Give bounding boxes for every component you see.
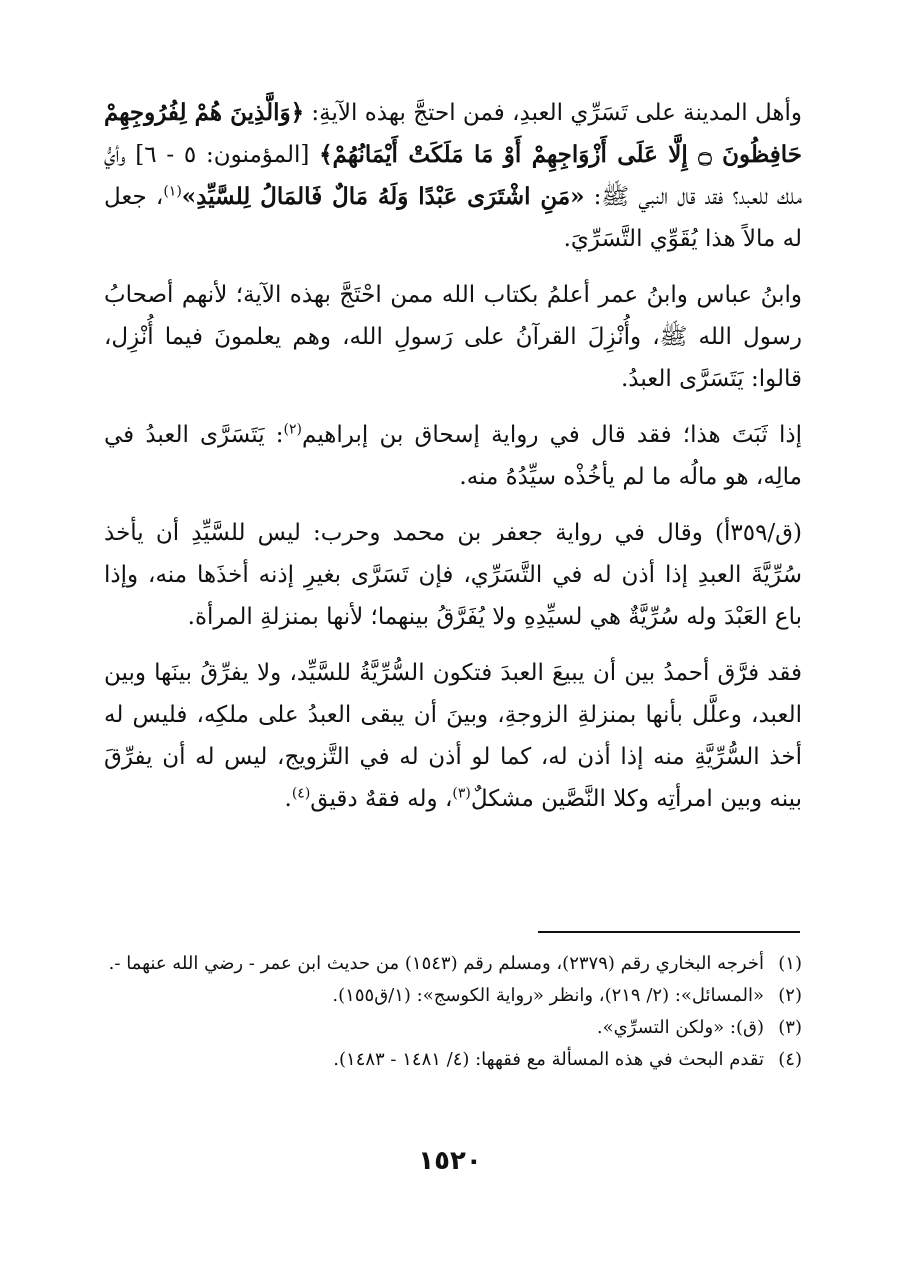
footnote-text: تقدم البحث في هذه المسألة مع فقهها: (٤/ ١٤٨١ - ١٤٨٣). [333,1049,764,1070]
footnote-number: (١) [778,953,802,974]
text-span: [المؤمنون: ٥ - ٦] وأيُّ ملك للعبد؟ فقد قال النبي ﷺ: [104,142,802,210]
footnote-text: «المسائل»: (٢/ ٢١٩)، وانظر «رواية الكوسج»: (١/ق١٥٥). [332,985,764,1006]
footnote-text: أخرجه البخاري رقم (٢٣٧٩)، ومسلم رقم (١٥٤٣) من حديث ابن عمر - رضي الله عنهما -. [108,953,764,974]
paragraph-2 [104,274,802,400]
footnote-2 [104,980,802,1012]
footnote-3 [104,1012,802,1044]
footnote-number: (٤) [778,1049,802,1070]
footnote-separator [538,931,800,933]
footnote-ref-2[interactable]: (٢) [283,421,303,438]
text-span: (ق/٣٥٩أ) وقال في رواية جعفر بن محمد وحرب: ليس للسَّيِّدِ أن يأخذ سُرِّيَّةَ العبدِ إذا أذن له في التَّسَرِّي، فإن تَسَرَّى بغيرِ إذنه أخذَها منه، وإذا باع العَبْدَ وله سُرِّيَّةٌ هي لسيِّدِهِ ولا يُفَرَّقُ بينهما؛ لأنها بمنزلةِ المرأة. [104,520,802,630]
footnote-1 [104,948,802,980]
text-span: فقد فرَّق أحمدُ بين أن يبيعَ العبدَ فتكون السُّرِّيَّةُ للسَّيِّد، ولا يفرِّقُ بينَها وبين العبد، وعلَّل بأنها بمنزلةِ الزوجةِ، وبينَ أن يبقى العبدُ على ملكِه، فليس له أخذ السُّرِّيَّةِ منه إذا أذن له، كما لو أذن له في التَّزويج، ليس له أن يفرِّقَ بينه وبين امرأتِه وكلا النَّصَّين مشكلٌ [104,660,802,812]
footnote-4 [104,1044,802,1076]
footnote-ref-3[interactable]: (٣) [452,785,471,802]
main-text [104,92,802,834]
paragraph-3 [104,414,802,498]
footnote-number: (٢) [778,985,802,1006]
text-span: ، وله فقهٌ دقيق [310,786,453,812]
quran-verse: ﴿وَالَّذِينَ هُمْ لِفُرُوجِهِمْ حَافِظُونَ ۝ إِلَّا عَلَى أَزْوَاجِهِمْ أَوْ مَا مَلَكَتْ أَيْمَانُهُمْ﴾ [104,99,802,168]
paragraph-4 [104,512,802,638]
footnotes [104,948,802,1076]
footnote-ref-1[interactable]: (١) [163,183,182,200]
text-span: وأهل المدينة على تَسَرِّي العبدِ، فمن احتجَّ بهذه الآيةِ: [304,100,802,126]
footnote-number: (٣) [778,1017,802,1038]
text-span: ، جعل له مالاً هذا يُقَوِّي التَّسَرِّيَ. [104,184,802,252]
paragraph-5 [104,652,802,820]
text-span: وابنُ عباس وابنُ عمر أعلمُ بكتاب الله ممن احْتَجَّ بهذه الآية؛ لأنهم أصحابُ رسول الله ﷺ، وأُنْزِلَ القرآنُ على رَسولِ الله، وهم يعلمونَ فيما أُنْزِل، قالوا: يَتَسَرَّى العبدُ. [104,282,802,392]
text-span: إذا ثَبَتَ هذا؛ فقد قال في رواية إسحاق بن إبراهيم [302,422,802,448]
footnote-text: (ق): «ولكن التسرِّي». [596,1017,764,1038]
footnote-ref-4[interactable]: (٤) [291,785,311,802]
page-number: ١٥٢٠ [418,1146,482,1176]
text-span: : يَتَسَرَّى العبدُ في مالِه، هو مالُه ما لم يأخُذْه سيِّدُهُ منه. [104,422,802,490]
paragraph-1 [104,92,802,260]
text-span: . [284,786,292,812]
hadith-quote: «مَنِ اشْتَرَى عَبْدًا وَلَهُ مَالٌ فَالمَالُ لِلسَّيِّدِ» [181,183,585,210]
